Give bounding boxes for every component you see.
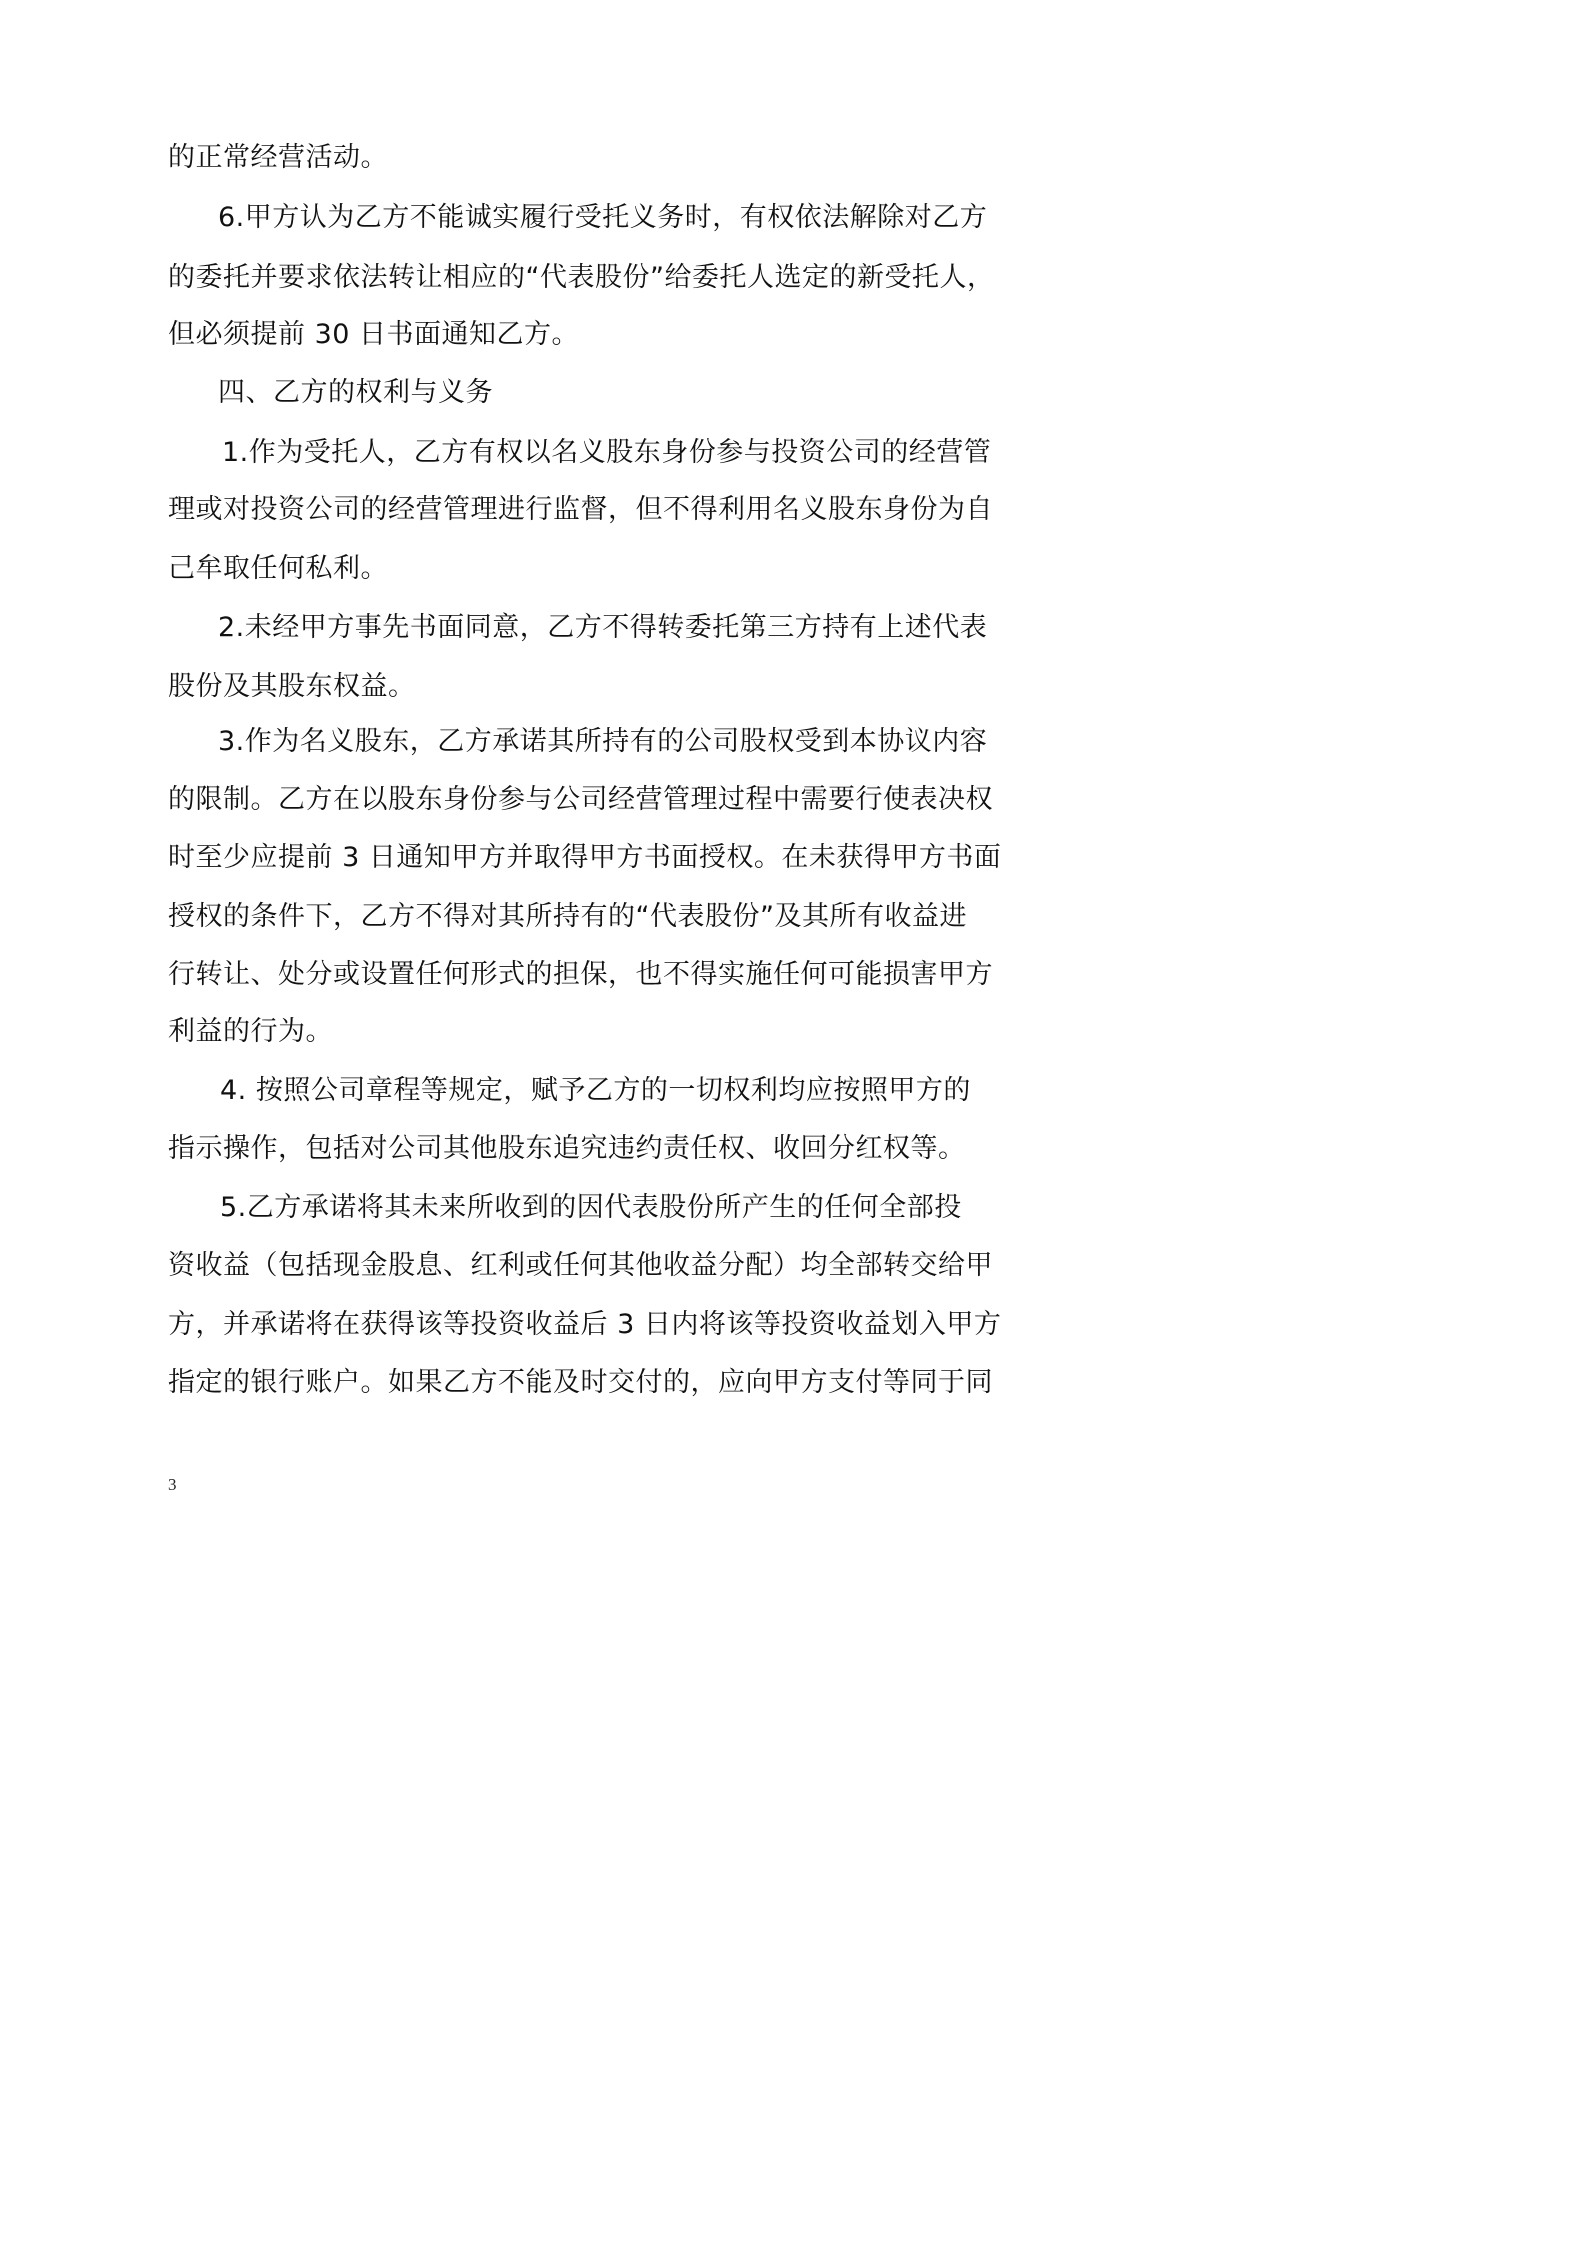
text-line: 资收益（包括现金股息、红利或任何其他收益分配）均全部转交给甲 (168, 1250, 993, 1281)
text-line: 指示操作，包括对公司其他股东追究违约责任权、收回分红权等。 (168, 1133, 966, 1164)
text-line: 己牟取任何私利。 (168, 553, 388, 584)
text-line: 的正常经营活动。 (168, 142, 388, 173)
text-line: 方，并承诺将在获得该等投资收益后 3 日内将该等投资收益划入甲方 (168, 1309, 1002, 1340)
text-line: 4. 按照公司章程等规定，赋予乙方的一切权利均应按照甲方的 (220, 1075, 971, 1106)
text-line: 股份及其股东权益。 (168, 671, 416, 702)
page-number: 3 (168, 1475, 177, 1494)
text-line: 指定的银行账户。如果乙方不能及时交付的，应向甲方支付等同于同 (168, 1367, 993, 1398)
text-line: 理或对投资公司的经营管理进行监督，但不得利用名义股东身份为自 (168, 494, 993, 525)
text-line: 5.乙方承诺将其未来所收到的因代表股份所产生的任何全部投 (220, 1192, 962, 1223)
text-line: 行转让、处分或设置任何形式的担保，也不得实施任何可能损害甲方 (168, 959, 993, 990)
text-line: 的委托并要求依法转让相应的“代表股份”给委托人选定的新受托人， (168, 262, 995, 293)
text-line: 利益的行为。 (168, 1016, 333, 1047)
text-line: 2.未经甲方事先书面同意，乙方不得转委托第三方持有上述代表 (218, 612, 988, 643)
text-line: 6.甲方认为乙方不能诚实履行受托义务时，有权依法解除对乙方 (218, 202, 988, 233)
text-line: 但必须提前 30 日书面通知乙方。 (168, 319, 580, 350)
text-line: 时至少应提前 3 日通知甲方并取得甲方书面授权。在未获得甲方书面 (168, 842, 1002, 873)
text-line: 3.作为名义股东，乙方承诺其所持有的公司股权受到本协议内容 (218, 726, 988, 757)
text-line: 授权的条件下，乙方不得对其所持有的“代表股份”及其所有收益进 (168, 901, 967, 932)
section-heading: 四、乙方的权利与义务 (218, 377, 493, 408)
text-line: 1.作为受托人，乙方有权以名义股东身份参与投资公司的经营管 (222, 437, 992, 468)
text-line: 的限制。乙方在以股东身份参与公司经营管理过程中需要行使表决权 (168, 784, 993, 815)
